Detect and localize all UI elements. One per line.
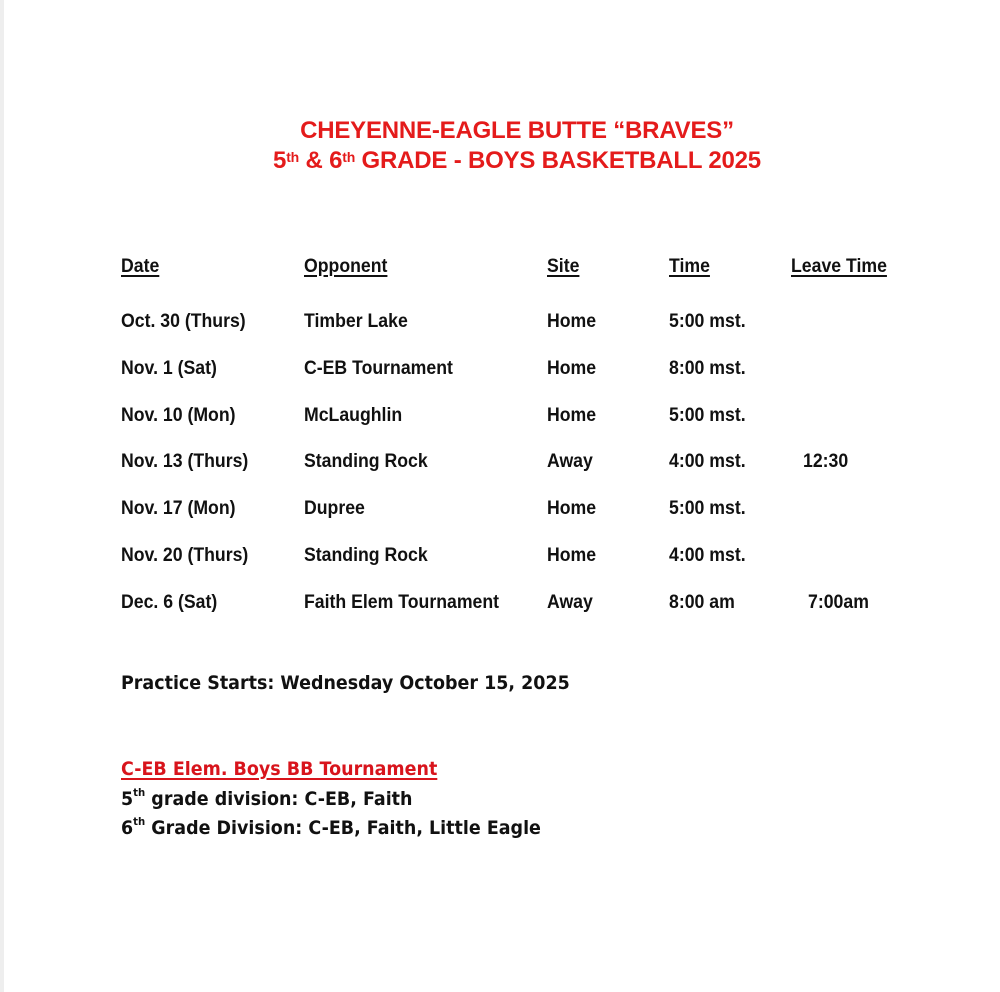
cell-date: Oct. 30 (Thurs) xyxy=(121,311,246,332)
cell-date: Nov. 1 (Sat) xyxy=(121,358,217,379)
cell-date: Nov. 17 (Mon) xyxy=(121,498,236,519)
title-line-2 xyxy=(0,147,1000,175)
grade-6: 6 xyxy=(329,147,343,174)
cell-date: Nov. 13 (Thurs) xyxy=(121,451,249,472)
grade-number: 6 xyxy=(121,817,134,839)
cell-date: Nov. 10 (Mon) xyxy=(121,405,236,426)
cell-time: 5:00 mst. xyxy=(669,405,746,426)
cell-date: Dec. 6 (Sat) xyxy=(121,592,218,613)
table-row xyxy=(0,358,1000,388)
header-date: Date xyxy=(121,256,160,277)
cell-site: Home xyxy=(547,358,597,379)
cell-site: Home xyxy=(547,311,597,332)
table-row xyxy=(0,545,1000,575)
cell-time: 8:00 mst. xyxy=(669,358,746,379)
grade-5: 5 xyxy=(273,147,287,174)
header-opponent: Opponent xyxy=(304,256,388,277)
cell-site: Away xyxy=(547,592,593,613)
division-text: Grade Division: C-EB, Faith, Little Eagle xyxy=(145,817,541,839)
ordinal-suffix: th xyxy=(133,786,146,799)
cell-time: 8:00 am xyxy=(669,592,735,613)
cell-time: 4:00 mst. xyxy=(669,451,746,472)
tournament-6th-division xyxy=(121,817,541,839)
cell-time: 5:00 mst. xyxy=(669,498,746,519)
cell-opponent: Dupree xyxy=(304,498,365,519)
cell-opponent: Faith Elem Tournament xyxy=(304,592,500,613)
header-site: Site xyxy=(547,256,580,277)
ampersand: & xyxy=(299,147,330,174)
cell-opponent: McLaughlin xyxy=(304,405,403,426)
cell-leave-time: 7:00am xyxy=(808,592,869,613)
division-text: grade division: C-EB, Faith xyxy=(145,788,413,810)
table-row xyxy=(0,451,1000,481)
tournament-5th-division xyxy=(121,788,412,810)
table-row xyxy=(0,498,1000,528)
cell-opponent: Standing Rock xyxy=(304,451,428,472)
cell-opponent: Timber Lake xyxy=(304,311,408,332)
tournament-heading: C-EB Elem. Boys BB Tournament xyxy=(121,758,438,780)
ordinal-suffix: th xyxy=(342,149,356,165)
ordinal-suffix: th xyxy=(133,815,146,828)
cell-site: Away xyxy=(547,451,593,472)
cell-opponent: Standing Rock xyxy=(304,545,428,566)
title-rest: GRADE - BOYS BASKETBALL 2025 xyxy=(355,147,761,174)
grade-number: 5 xyxy=(121,788,134,810)
cell-time: 5:00 mst. xyxy=(669,311,746,332)
cell-leave-time: 12:30 xyxy=(803,451,849,472)
header-time: Time xyxy=(669,256,710,277)
cell-site: Home xyxy=(547,498,597,519)
cell-site: Home xyxy=(547,545,597,566)
table-row xyxy=(0,405,1000,435)
table-row xyxy=(0,311,1000,341)
cell-time: 4:00 mst. xyxy=(669,545,746,566)
header-leave-time: Leave Time xyxy=(791,256,887,277)
cell-date: Nov. 20 (Thurs) xyxy=(121,545,249,566)
cell-site: Home xyxy=(547,405,597,426)
cell-opponent: C-EB Tournament xyxy=(304,358,453,379)
table-row xyxy=(0,592,1000,622)
practice-start: Practice Starts: Wednesday October 15, 2025 xyxy=(121,672,570,694)
ordinal-suffix: th xyxy=(286,149,300,165)
title-line-1: CHEYENNE-EAGLE BUTTE “BRAVES” xyxy=(300,117,734,144)
